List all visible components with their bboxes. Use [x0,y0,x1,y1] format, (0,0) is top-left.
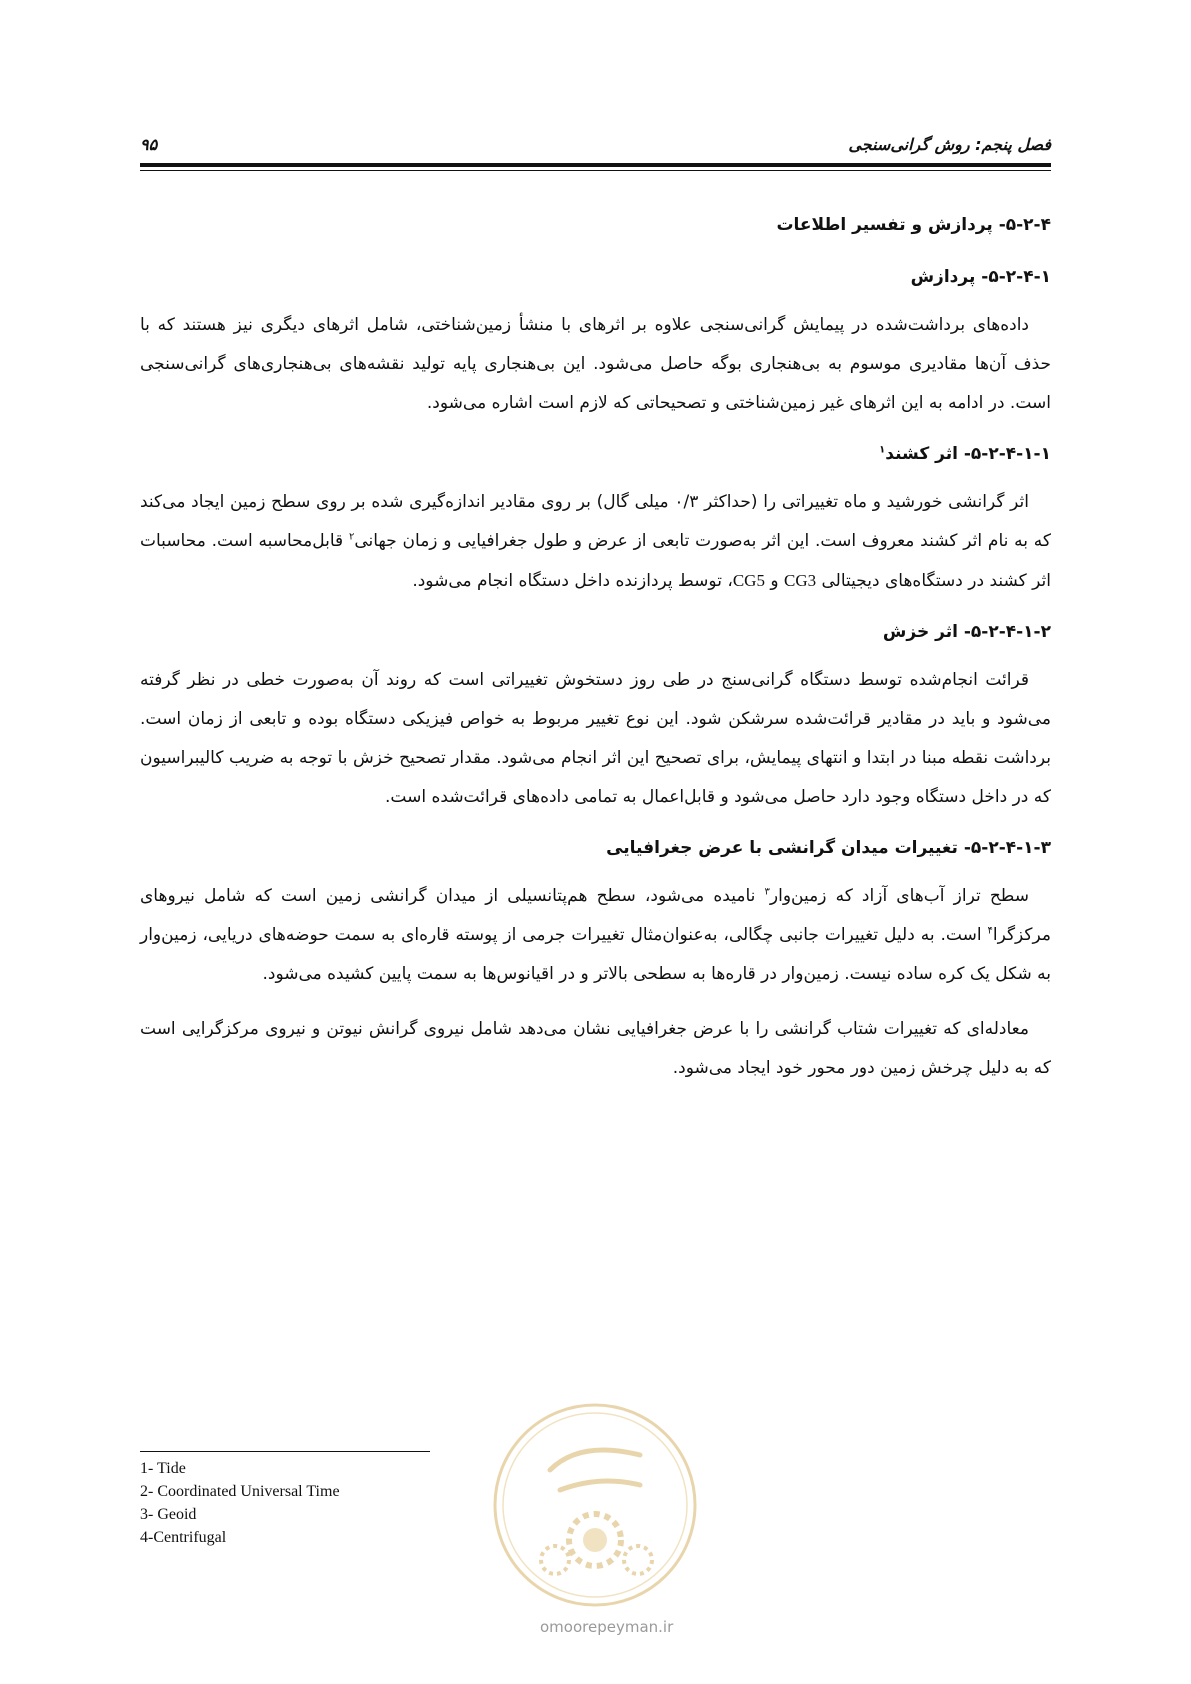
instrument-cg3: CG3 [783,571,817,590]
footnote-3: 3- Geoid [140,1506,197,1523]
instrument-cg5: CG5 [732,571,765,590]
footnote-4: 4-Centrifugal [140,1529,227,1546]
tide-heading-text: ۵-۲-۴-۱-۱- اثر کشند [885,444,1051,464]
page-header [140,128,1051,154]
section-heading-tide-effect [140,439,1051,469]
geoid-text-c: است. به دلیل تغییرات جانبی چگالی، به‌عنوان‌مثال تغییرات جرمی از پوسته قاره‌ای به سمت حوضه‌های دریایی، زمین‌وار به شکل یک کره ساده نیست. زمین‌وار در قاره‌ها به سطحی بالاتر و در اقیانوس‌ها به سمت پایین کشیده می‌شود. [140,925,1051,984]
tide-text-a: اثر گرانشی خورشید و ماه تغییراتی را (حداکثر ۰/۳ میلی گال) بر روی مقادیر اندازه‌گیری شده بر روی سطح زمین ایجاد می‌کند که به نام اثر کشند معروف است. این اثر به‌صورت تابعی از عرض و طول جغرافیایی و زمان جهانی [140,492,1051,551]
geoid-text-b: نامیده می‌شود، سطح هم‌پتانسیلی از میدان گرانشی زمین است که شامل نیروهای مرکزگرا [140,886,1051,945]
section-heading-drift-effect: ۵-۲-۴-۱-۲- اثر خزش [882,622,1051,642]
header-rule-thin [140,170,1051,171]
running-title: فصل پنجم: روش گرانی‌سنجی [848,135,1051,154]
main-content [140,210,1051,1104]
tide-text-d: ، توسط پردازنده داخل دستگاه انجام می‌شود. [412,571,733,591]
paragraph-tide-effect [140,483,1051,601]
footnote-ref-2: ۲ [348,531,355,543]
tide-text-b: قابل‌محاسبه است. محاسبات اثر کشند در دستگاه‌های دیجیتالی [140,531,1051,591]
page-number: ۹۵ [140,135,158,154]
publisher-seal-watermark [490,1400,700,1610]
paragraph-processing-intro: داده‌های برداشت‌شده در پیمایش گرانی‌سنجی علاوه بر اثرهای با منشأ زمین‌شناختی، شامل اثرهای دیگری نیز هستند که با حذف آن‌ها مقادیری موسوم به بی‌هنجاری بوگه حاصل می‌شود. این بی‌هنجاری پایه تولید نقشه‌های بی‌هنجاری‌های گرانی‌سنجی است. در ادامه به این اثرهای غیر زمین‌شناختی و تصحیحاتی که لازم است اشاره می‌شود. [140,315,1051,413]
watermark-url: omoorepeyman.ir [540,1618,674,1636]
geoid-text-a: سطح تراز آب‌های آزاد که زمین‌وار [769,886,1029,906]
section-heading-processing: ۵-۲-۴-۱- پردازش [910,267,1051,287]
footnote-2: 2- Coordinated Universal Time [140,1483,340,1500]
paragraph-drift-effect: قرائت انجام‌شده توسط دستگاه گرانی‌سنج در طی روز دستخوش تغییراتی است که روند آن به‌صورت خطی در نظر گرفته می‌شود و باید در مقادیر قرائت‌شده سرشکن شود. این نوع تغییر مربوط به خواص فیزیکی دستگاه بوده و تابعی از زمان است. برداشت نقطه مبنا در ابتدا و انتهای پیمایش، برای تصحیح این اثر انجام می‌شود. مقدار تصحیح خزش با توجه به ضریب کالیبراسیون که در داخل دستگاه وجود دارد حاصل می‌شود و قابل‌اعمال به تمامی داده‌های قرائت‌شده است. [140,670,1051,807]
footnote-1: 1- Tide [140,1460,186,1477]
section-heading-latitude-variation: ۵-۲-۴-۱-۳- تغییرات میدان گرانشی با عرض جغرافیایی [606,838,1051,858]
paragraph-geoid [140,877,1051,994]
paragraph-latitude-equation: معادله‌ای که تغییرات شتاب گرانشی را با عرض جغرافیایی نشان می‌دهد شامل نیروی گرانش نیوتن و نیروی مرکزگرایی است که به دلیل چرخش زمین دور محور خود ایجاد می‌شود. [140,1019,1051,1078]
footnote-separator [140,1451,430,1452]
footnote-ref-4: ۴ [987,925,993,937]
tide-text-c: و [764,571,784,591]
footnote-ref-3: ۳ [764,886,770,898]
header-rule-thick [140,163,1051,167]
footnote-ref-1: ۱ [879,444,886,456]
footnotes [140,1457,480,1549]
section-heading-processing-interpretation: ۵-۲-۴- پردازش و تفسیر اطلاعات [776,215,1051,235]
